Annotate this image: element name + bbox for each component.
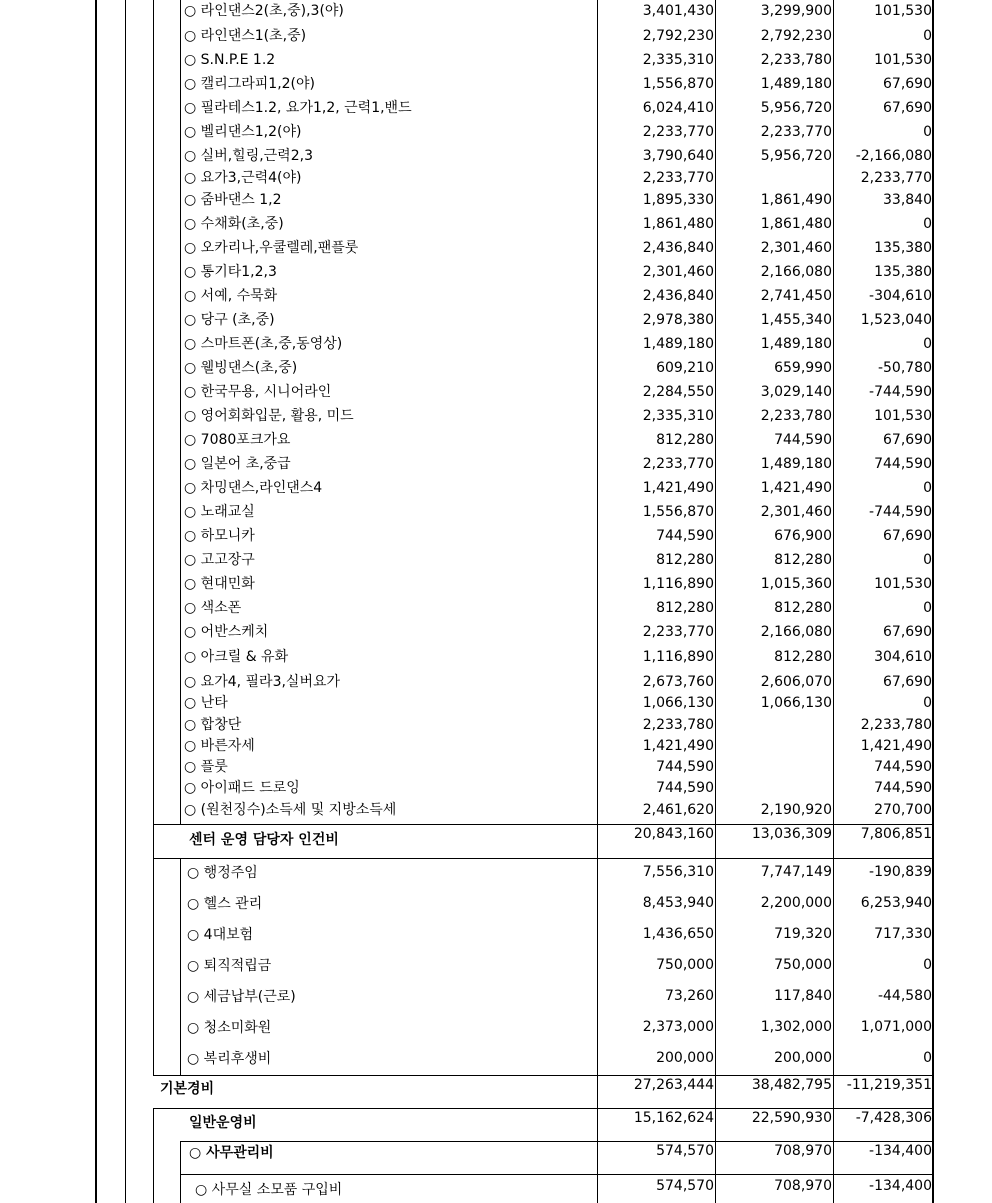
difference-amount: -44,580 (877, 988, 932, 1004)
prior-amount: 7,747,149 (760, 864, 832, 880)
row-label: ○ 행정주임 (187, 865, 258, 881)
row-label: 기본경비 (160, 1081, 215, 1097)
prior-amount: 744,590 (774, 432, 832, 448)
row-label: ○ 플룻 (184, 759, 228, 775)
prior-amount: 2,190,920 (760, 802, 832, 818)
prior-amount: 2,233,770 (760, 124, 832, 140)
row-label: ○ 아크릴 & 유화 (184, 649, 289, 665)
prior-amount: 812,280 (774, 649, 832, 665)
budget-amount: 1,421,490 (642, 738, 714, 754)
prior-amount: 2,233,780 (760, 52, 832, 68)
grid-vline (715, 0, 716, 1203)
row-label: ○ 난타 (184, 695, 228, 711)
row-label: ○ 당구 (초,중) (184, 312, 275, 328)
grid-vline (180, 1141, 181, 1203)
row-label: ○ 고고장구 (184, 552, 255, 568)
budget-amount: 2,284,550 (642, 384, 714, 400)
difference-amount: -744,590 (869, 384, 932, 400)
prior-amount: 1,015,360 (760, 576, 832, 592)
row-label: ○ 스마트폰(초,중,동영상) (184, 336, 343, 352)
difference-amount: 0 (923, 336, 932, 352)
budget-amount: 574,570 (656, 1143, 714, 1159)
difference-amount: -190,839 (869, 864, 932, 880)
prior-amount: 2,166,080 (760, 624, 832, 640)
row-label: ○ 요가3,근력4(야) (184, 170, 302, 186)
difference-amount: -2,166,080 (855, 148, 932, 164)
prior-amount: 1,455,340 (760, 312, 832, 328)
row-label: ○ 사무관리비 (189, 1145, 274, 1161)
prior-amount: 2,741,450 (760, 288, 832, 304)
difference-amount: 101,530 (874, 408, 932, 424)
budget-amount: 1,895,330 (642, 192, 714, 208)
prior-amount: 2,606,070 (760, 674, 832, 690)
budget-amount: 6,024,410 (642, 100, 714, 116)
row-label: ○ 수채화(초,중) (184, 216, 284, 232)
grid-vline (180, 0, 181, 824)
difference-amount: 0 (923, 600, 932, 616)
difference-amount: -134,400 (869, 1178, 932, 1194)
budget-amount: 744,590 (656, 528, 714, 544)
row-label: ○ 라인댄스1(초,중) (184, 28, 307, 44)
row-label: ○ 바른자세 (184, 738, 255, 754)
prior-amount: 2,200,000 (760, 895, 832, 911)
row-label: ○ 헬스 관리 (187, 896, 263, 912)
difference-amount: 744,590 (874, 759, 932, 775)
prior-amount: 5,956,720 (760, 100, 832, 116)
difference-amount: 67,690 (883, 528, 932, 544)
grid-vline (153, 1108, 154, 1203)
budget-amount: 1,489,180 (642, 336, 714, 352)
difference-amount: 135,380 (874, 240, 932, 256)
difference-amount: 304,610 (874, 649, 932, 665)
budget-amount: 2,792,230 (642, 28, 714, 44)
difference-amount: 33,840 (883, 192, 932, 208)
prior-amount: 1,861,480 (760, 216, 832, 232)
difference-amount: -11,219,351 (846, 1077, 932, 1093)
budget-amount: 1,556,870 (642, 76, 714, 92)
row-label: 센터 운영 담당자 인건비 (189, 832, 339, 848)
prior-amount: 659,990 (774, 360, 832, 376)
prior-amount: 38,482,795 (751, 1077, 832, 1093)
row-label: ○ 차밍댄스,라인댄스4 (184, 480, 323, 496)
difference-amount: 2,233,770 (860, 170, 932, 186)
row-label: ○ 현대민화 (184, 576, 255, 592)
row-label: ○ 필라테스1.2, 요가1,2, 근력1,밴드 (184, 100, 412, 116)
row-label: ○ 아이패드 드로잉 (184, 780, 300, 796)
row-label: ○ 서예, 수묵화 (184, 288, 278, 304)
grid-hline (153, 1075, 934, 1076)
prior-amount: 1,489,180 (760, 76, 832, 92)
difference-amount: 2,233,780 (860, 717, 932, 733)
grid-vline (833, 0, 834, 1203)
budget-amount: 73,260 (665, 988, 714, 1004)
prior-amount: 719,320 (774, 926, 832, 942)
budget-amount: 20,843,160 (633, 826, 714, 842)
difference-amount: -50,780 (877, 360, 932, 376)
budget-amount: 1,116,890 (642, 649, 714, 665)
grid-vline (125, 0, 126, 1203)
difference-amount: 744,590 (874, 780, 932, 796)
budget-amount: 1,116,890 (642, 576, 714, 592)
row-label: ○ 하모니카 (184, 528, 255, 544)
grid-hline (180, 1141, 934, 1142)
budget-amount: 2,233,770 (642, 170, 714, 186)
difference-amount: 135,380 (874, 264, 932, 280)
prior-amount: 1,489,180 (760, 456, 832, 472)
prior-amount: 1,489,180 (760, 336, 832, 352)
difference-amount: 6,253,940 (860, 895, 932, 911)
difference-amount: 0 (923, 216, 932, 232)
row-label: ○ (원천징수)소득세 및 지방소득세 (184, 802, 397, 818)
difference-amount: 0 (923, 957, 932, 973)
row-label: ○ 실버,힐링,근력2,3 (184, 148, 313, 164)
row-label: ○ 라인댄스2(초,중),3(야) (184, 3, 344, 19)
budget-amount: 1,436,650 (642, 926, 714, 942)
prior-amount: 2,301,460 (760, 504, 832, 520)
prior-amount: 5,956,720 (760, 148, 832, 164)
prior-amount: 812,280 (774, 552, 832, 568)
budget-amount: 574,570 (656, 1178, 714, 1194)
budget-amount: 2,373,000 (642, 1019, 714, 1035)
prior-amount: 117,840 (774, 988, 832, 1004)
prior-amount: 676,900 (774, 528, 832, 544)
difference-amount: 1,071,000 (860, 1019, 932, 1035)
row-label: ○ 색소폰 (184, 600, 242, 616)
budget-amount: 1,066,130 (642, 695, 714, 711)
row-label: ○ 캘리그라피1,2(야) (184, 76, 315, 92)
row-label: ○ 줌바댄스 1,2 (184, 192, 282, 208)
budget-amount: 15,162,624 (633, 1110, 714, 1126)
grid-vline (180, 858, 181, 1075)
row-label: ○ 퇴직적립금 (187, 958, 272, 974)
difference-amount: 1,523,040 (860, 312, 932, 328)
row-label: 일반운영비 (189, 1115, 257, 1131)
budget-amount: 812,280 (656, 432, 714, 448)
grid-vline (597, 0, 598, 1203)
prior-amount: 13,036,309 (751, 826, 832, 842)
row-label: ○ S.N.P.E 1.2 (184, 52, 276, 68)
difference-amount: 67,690 (883, 76, 932, 92)
row-label: ○ 벨리댄스1,2(야) (184, 124, 302, 140)
difference-amount: 67,690 (883, 100, 932, 116)
difference-amount: 744,590 (874, 456, 932, 472)
difference-amount: 101,530 (874, 576, 932, 592)
difference-amount: 0 (923, 28, 932, 44)
row-label: ○ 4대보험 (187, 927, 254, 943)
budget-amount: 812,280 (656, 600, 714, 616)
budget-amount: 3,401,430 (642, 3, 714, 19)
prior-amount: 708,970 (774, 1178, 832, 1194)
budget-amount: 2,233,770 (642, 456, 714, 472)
grid-vline (932, 0, 934, 1203)
row-label: ○ 청소미화원 (187, 1020, 272, 1036)
prior-amount: 812,280 (774, 600, 832, 616)
budget-amount: 744,590 (656, 759, 714, 775)
prior-amount: 3,299,900 (760, 3, 832, 19)
budget-amount: 2,461,620 (642, 802, 714, 818)
budget-amount: 2,978,380 (642, 312, 714, 328)
budget-amount: 2,233,780 (642, 717, 714, 733)
difference-amount: 67,690 (883, 674, 932, 690)
difference-amount: 0 (923, 552, 932, 568)
row-label: ○ 일본어 초,중급 (184, 456, 291, 472)
row-label: ○ 합창단 (184, 717, 242, 733)
budget-amount: 8,453,940 (642, 895, 714, 911)
grid-hline (153, 1108, 934, 1109)
budget-amount: 3,790,640 (642, 148, 714, 164)
difference-amount: 0 (923, 124, 932, 140)
budget-amount: 609,210 (656, 360, 714, 376)
grid-hline (153, 824, 934, 825)
prior-amount: 750,000 (774, 957, 832, 973)
difference-amount: -7,428,306 (855, 1110, 932, 1126)
budget-amount: 812,280 (656, 552, 714, 568)
budget-amount: 1,861,480 (642, 216, 714, 232)
budget-amount: 2,436,840 (642, 288, 714, 304)
difference-amount: 717,330 (874, 926, 932, 942)
difference-amount: 7,806,851 (860, 826, 932, 842)
difference-amount: 101,530 (874, 3, 932, 19)
difference-amount: 0 (923, 695, 932, 711)
prior-amount: 2,233,780 (760, 408, 832, 424)
grid-hline (180, 1174, 934, 1175)
row-label: ○ 어반스케치 (184, 624, 269, 640)
grid-vline (95, 0, 97, 1203)
prior-amount: 2,792,230 (760, 28, 832, 44)
difference-amount: 270,700 (874, 802, 932, 818)
row-label: ○ 사무실 소모품 구입비 (195, 1182, 343, 1198)
difference-amount: -744,590 (869, 504, 932, 520)
budget-amount: 2,335,310 (642, 52, 714, 68)
prior-amount: 1,421,490 (760, 480, 832, 496)
budget-amount: 7,556,310 (642, 864, 714, 880)
grid-vline (153, 0, 154, 1075)
row-label: ○ 요가4, 필라3,실버요가 (184, 674, 341, 690)
difference-amount: 0 (923, 1050, 932, 1066)
prior-amount: 2,166,080 (760, 264, 832, 280)
prior-amount: 2,301,460 (760, 240, 832, 256)
row-label: ○ 복리후생비 (187, 1051, 272, 1067)
budget-amount: 1,421,490 (642, 480, 714, 496)
row-label: ○ 7080포크가요 (184, 432, 291, 448)
difference-amount: -304,610 (869, 288, 932, 304)
prior-amount: 200,000 (774, 1050, 832, 1066)
budget-amount: 27,263,444 (633, 1077, 714, 1093)
difference-amount: 101,530 (874, 52, 932, 68)
difference-amount: -134,400 (869, 1143, 932, 1159)
prior-amount: 1,066,130 (760, 695, 832, 711)
budget-amount: 2,301,460 (642, 264, 714, 280)
budget-amount: 744,590 (656, 780, 714, 796)
row-label: ○ 통기타1,2,3 (184, 264, 277, 280)
budget-amount: 2,673,760 (642, 674, 714, 690)
row-label: ○ 세금납부(근로) (187, 989, 296, 1005)
budget-amount: 2,335,310 (642, 408, 714, 424)
budget-amount: 2,233,770 (642, 624, 714, 640)
row-label: ○ 웰빙댄스(초,중) (184, 360, 298, 376)
difference-amount: 0 (923, 480, 932, 496)
grid-hline (153, 858, 934, 859)
budget-amount: 1,556,870 (642, 504, 714, 520)
prior-amount: 1,302,000 (760, 1019, 832, 1035)
prior-amount: 22,590,930 (751, 1110, 832, 1126)
prior-amount: 708,970 (774, 1143, 832, 1159)
difference-amount: 67,690 (883, 624, 932, 640)
prior-amount: 1,861,490 (760, 192, 832, 208)
row-label: ○ 한국무용, 시니어라인 (184, 384, 332, 400)
budget-amount: 750,000 (656, 957, 714, 973)
prior-amount: 3,029,140 (760, 384, 832, 400)
row-label: ○ 영어회화입문, 활용, 미드 (184, 408, 354, 424)
budget-amount: 2,436,840 (642, 240, 714, 256)
row-label: ○ 오카리나,우쿨렐레,팬플룻 (184, 240, 359, 256)
difference-amount: 1,421,490 (860, 738, 932, 754)
difference-amount: 67,690 (883, 432, 932, 448)
budget-amount: 2,233,770 (642, 124, 714, 140)
row-label: ○ 노래교실 (184, 504, 255, 520)
budget-amount: 200,000 (656, 1050, 714, 1066)
